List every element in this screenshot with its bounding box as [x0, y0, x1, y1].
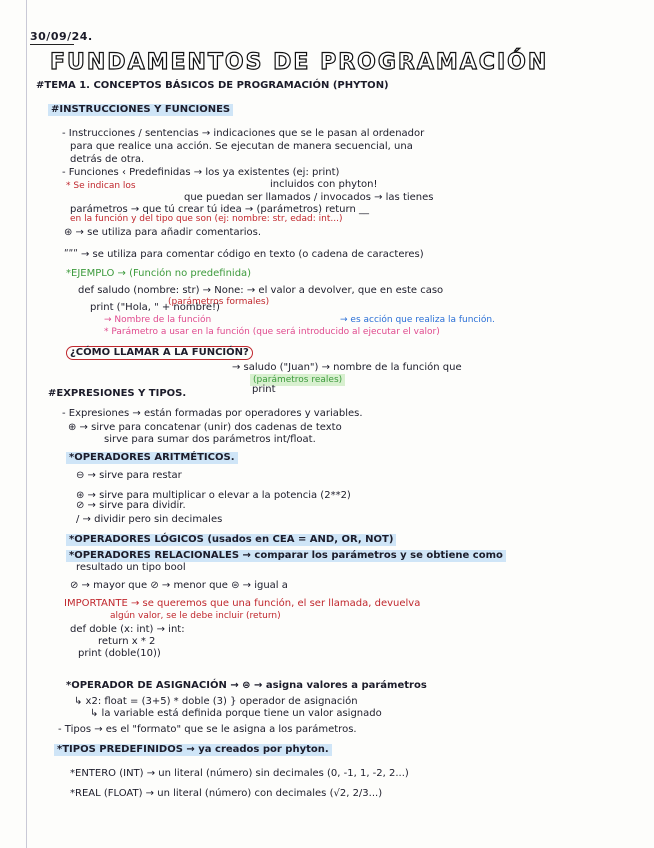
note-line-l38: algún valor, se le debe incluir (return)	[110, 611, 281, 621]
note-line-l42: *OPERADOR DE ASIGNACIÓN → ⊜ → asigna valores a parámetros	[66, 680, 427, 691]
note-line-l18: → es acción que realiza la función.	[340, 315, 495, 325]
note-line-l16: print ("Hola, " + nombre!)	[90, 302, 220, 313]
note-line-l46: *TIPOS PREDEFINIDOS → ya creados por phyton.	[54, 744, 332, 756]
note-line-l43: ↳ x2: float = (3+5) * doble (3) } operador de asignación	[74, 696, 358, 707]
note-line-l40: return x * 2	[98, 636, 156, 647]
note-line-l36: ⊘ → mayor que ⊘ → menor que ⊜ → igual a	[70, 580, 288, 591]
note-line-l19: * Parámetro a usar en la función (que será introducido al ejecutar el valor)	[104, 327, 440, 337]
note-line-l48: *REAL (FLOAT) → un literal (número) con decimales (√2, 2/3...)	[70, 788, 383, 799]
note-line-l30: ⊛ → sirve para multiplicar o elevar a la potencia (2**2)	[76, 490, 351, 501]
note-line-l22: (parámetros reales)	[250, 374, 345, 386]
note-line-l47: *ENTERO (INT) → un literal (número) sin decimales (0, -1, 1, -2, 2...)	[70, 768, 409, 779]
note-line-l12: ʺʺʺ → se utiliza para comentar código en texto (o cadena de caracteres)	[64, 249, 424, 260]
note-line-l44: ↳ la variable está definida porque tiene un valor asignado	[90, 708, 382, 719]
note-line-l45: - Tipos → es el "formato" que se le asigna a los parámetros.	[58, 724, 357, 735]
note-line-l14: def saludo (nombre: str) → None: → el valor a devolver, que en este caso	[78, 285, 444, 296]
note-line-l24: #EXPRESIONES Y TIPOS.	[48, 388, 187, 399]
note-line-l15: (parámetros formales)	[168, 297, 270, 307]
page-title: FUNDAMENTOS DE PROGRAMACIÓN	[50, 50, 549, 75]
note-line-l20: ¿CÓMO LLAMAR A LA FUNCIÓN?	[66, 346, 253, 360]
note-line-l25: - Expresiones → están formadas por operadores y variables.	[62, 408, 363, 419]
note-line-l8: que puedan ser llamados / invocados → las tienes	[184, 192, 434, 203]
note-line-l3: para que realice una acción. Se ejecutan de manera secuencial, una	[70, 141, 413, 152]
note-line-l2: - Instrucciones / sentencias → indicaciones que se le pasan al ordenador	[62, 128, 425, 139]
note-line-l35: resultado un tipo bool	[76, 562, 186, 573]
topic-heading: #TEMA 1. CONCEPTOS BÁSICOS DE PROGRAMACIÓN (PHYTON)	[36, 80, 389, 91]
note-line-l7: * Se indican los	[66, 181, 136, 191]
note-line-l1: #INSTRUCCIONES Y FUNCIONES	[48, 104, 233, 116]
note-line-l41: print (doble(10))	[78, 648, 161, 659]
note-line-l6: incluidos con phyton!	[270, 179, 378, 190]
note-line-l5: - Funciones ‹ Predefinidas → los ya existentes (ej: print)	[62, 167, 340, 178]
note-line-l4: detrás de otra.	[70, 154, 145, 165]
note-line-l17: → Nombre de la función	[104, 315, 212, 325]
note-line-l13: *EJEMPLO → (Función no predefinida)	[66, 268, 252, 279]
note-line-l27: sirve para sumar dos parámetros int/float.	[104, 434, 316, 445]
note-line-l23: print	[252, 384, 276, 395]
note-line-l29: ⊖ → sirve para restar	[76, 470, 182, 481]
note-line-l31: ⊘ → sirve para dividir.	[76, 500, 186, 511]
note-line-l39: def doble (x: int) → int:	[70, 624, 185, 635]
note-line-l26: ⊕ → sirve para concatenar (unir) dos cadenas de texto	[68, 422, 342, 433]
note-line-l28: *OPERADORES ARITMÉTICOS.	[66, 452, 238, 464]
note-line-l10: en la función y del tipo que son (ej: nombre: str, edad: int...)	[70, 214, 343, 224]
date: 30/09/24.	[30, 30, 93, 43]
note-line-l9: parámetros → que tú crear tú idea → (parámetros) return __	[70, 204, 369, 215]
date-underline	[30, 44, 74, 45]
note-line-l32: / → dividir pero sin decimales	[76, 514, 223, 525]
note-line-l33: *OPERADORES LÓGICOS (usados en CEA = AND, OR, NOT)	[66, 534, 396, 546]
note-line-l37: IMPORTANTE → se queremos que una función, el ser llamada, devuelva	[64, 598, 421, 609]
margin-line	[26, 0, 27, 848]
note-line-l11: ⊛ → se utiliza para añadir comentarios.	[64, 227, 262, 238]
note-line-l21: → saludo ("Juan") → nombre de la función que	[232, 362, 462, 373]
note-line-l34: *OPERADORES RELACIONALES → comparar los parámetros y se obtiene como	[66, 550, 506, 562]
